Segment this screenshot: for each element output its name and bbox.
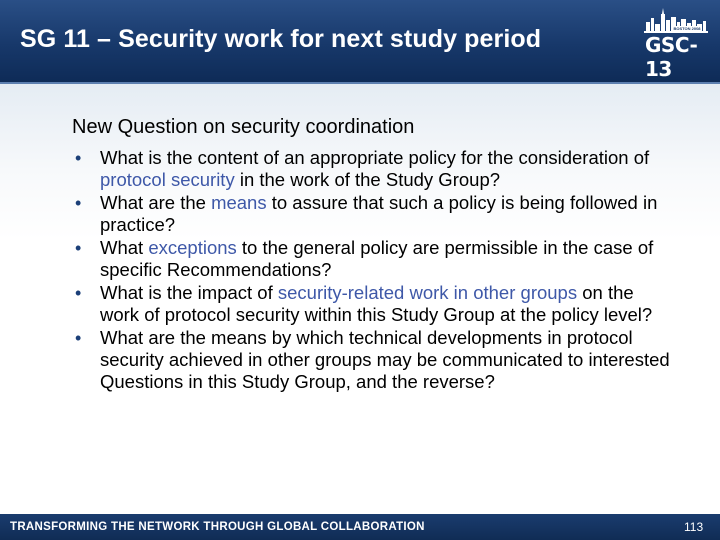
bullet-icon: • (75, 148, 82, 168)
bullet-list (72, 147, 672, 393)
bullet-text: on the work of protocol security within this Study Group at the policy level? (100, 282, 653, 325)
footer-tagline: TRANSFORMING THE NETWORK THROUGH GLOBAL COLLABORATION (10, 521, 425, 533)
slide-footer (0, 514, 720, 540)
bullet-icon: • (75, 193, 82, 213)
section-heading: New Question on security coordination (72, 116, 415, 138)
highlighted-text: means (211, 192, 267, 213)
highlighted-text: exceptions (148, 237, 237, 258)
bullet-text: What are the (100, 192, 212, 213)
bullet-item (72, 327, 672, 393)
highlighted-text: security-related work in other groups (277, 282, 578, 303)
bullet-icon: • (75, 328, 82, 348)
bullet-item (72, 192, 672, 236)
bullet-text: to assure that such a policy is being followed in practice? (100, 192, 658, 235)
bullet-item (72, 147, 672, 191)
logo-text: GSC-13 (645, 33, 698, 81)
slide-header (0, 0, 720, 84)
bullet-text: What (100, 237, 149, 258)
bullet-text: in the work of the Study Group? (234, 169, 501, 190)
bullet-item (72, 282, 672, 326)
bullet-icon: • (75, 238, 82, 258)
bullet-item (72, 237, 672, 281)
slide-body (72, 115, 672, 394)
slide-title: SG 11 – Security work for next study period (20, 25, 542, 53)
bullet-text: to the general policy are permissible in the case of specific Recommendations? (100, 237, 654, 280)
highlighted-text: protocol security (100, 169, 235, 190)
page-number: 113 (684, 520, 704, 534)
bullet-text: What is the impact of (100, 282, 278, 303)
bullet-text: What are the means by which technical developments in protocol security achieved in other groups may be communicated to interested Questions in this Study Group, and the reverse? (100, 327, 670, 392)
bullet-text: What is the content of an appropriate policy for the consideration of (100, 147, 650, 168)
bullet-icon: • (75, 283, 82, 303)
logo-subtitle: BOSTON 2008 (673, 26, 701, 31)
